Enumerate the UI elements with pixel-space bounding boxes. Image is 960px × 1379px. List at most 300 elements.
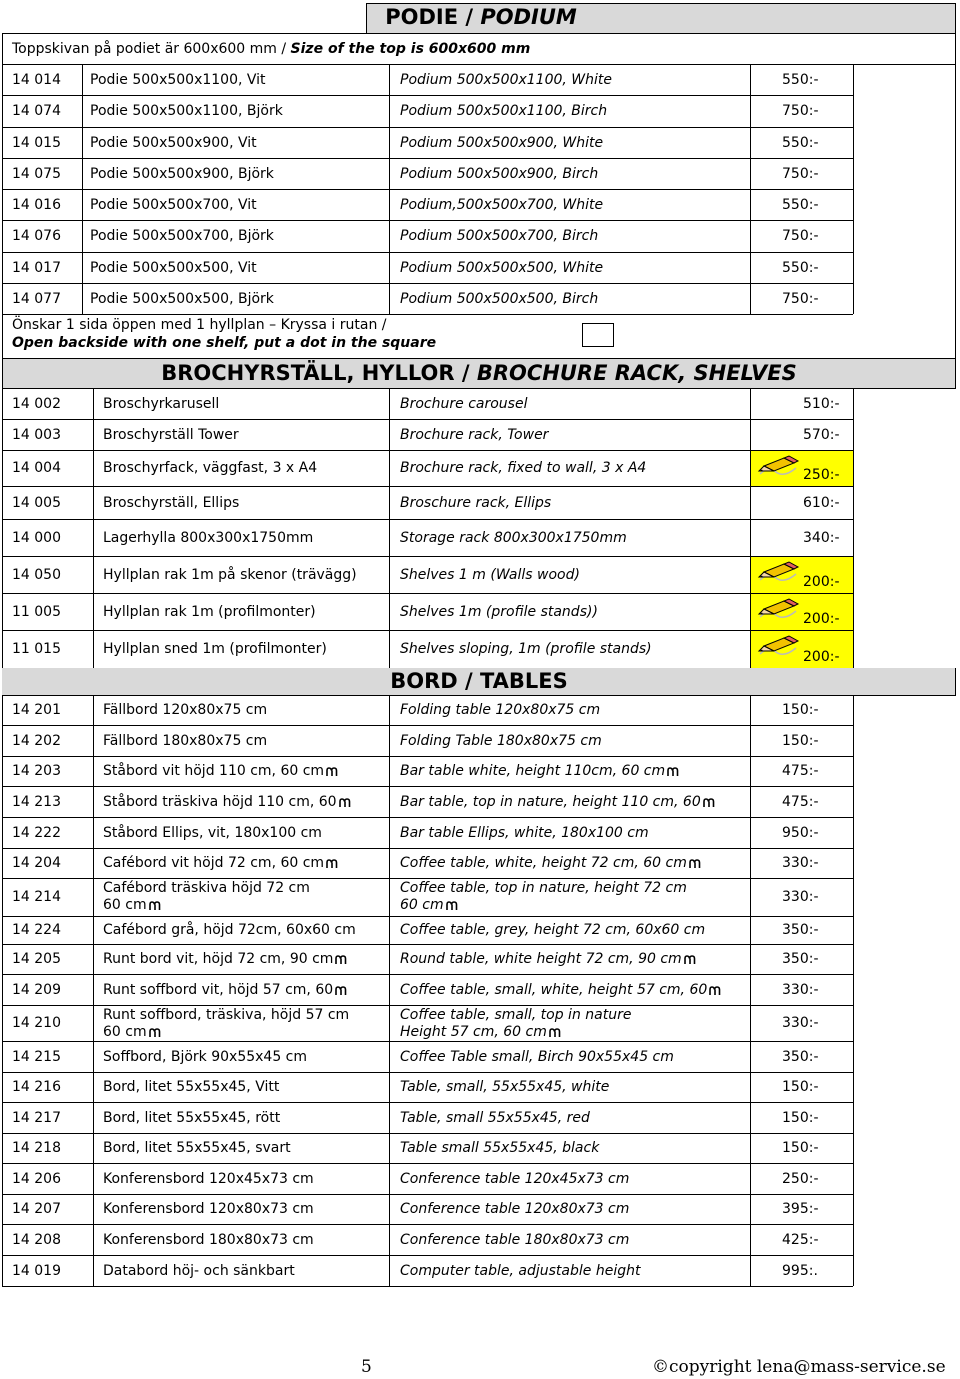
table-row-code-text: 14 208 bbox=[12, 1232, 61, 1248]
copyright-notice bbox=[652, 1357, 946, 1377]
podium-row-rule bbox=[2, 95, 853, 96]
brochure-row-code bbox=[12, 396, 61, 412]
podium-row-rule bbox=[2, 189, 853, 190]
table-row-rule bbox=[2, 916, 853, 917]
table-row-en-text: Coffee table, top in nature, height 72 cm bbox=[400, 880, 687, 896]
table-row-price-text: 330:- bbox=[782, 1015, 819, 1031]
podium-row-code bbox=[12, 103, 61, 119]
table-row-code-text: 14 203 bbox=[12, 763, 61, 779]
table-row-price bbox=[782, 733, 819, 749]
table-row-code bbox=[12, 855, 61, 871]
table-row-en2-text: Height 57 cm, 60 cm bbox=[400, 1024, 547, 1040]
tables-col-rule bbox=[853, 695, 854, 1286]
table-row-en bbox=[400, 1049, 674, 1065]
brochure-row-sv bbox=[103, 495, 239, 511]
table-row-code bbox=[12, 1263, 61, 1279]
pencil-icon bbox=[756, 632, 802, 662]
brochure-row-en-text: Shelves 1 m (Walls wood) bbox=[400, 567, 580, 583]
table-row-en-text: Table, small, 55x55x45, white bbox=[400, 1079, 610, 1095]
table-row-price bbox=[782, 1015, 819, 1031]
table-row-en bbox=[400, 1007, 631, 1023]
table-row-rule bbox=[2, 1072, 853, 1073]
table-row-en-text: Coffee table, white, height 72 cm, 60 cm bbox=[400, 855, 687, 871]
diameter-bullet-icon bbox=[549, 1028, 561, 1037]
table-row-sv-text: Ståbord Ellips, vit, 180x100 cm bbox=[103, 825, 322, 841]
podium-heading-sv: PODIE / bbox=[385, 5, 481, 29]
brochure-row-sv-text: Broschyrkarusell bbox=[103, 396, 220, 412]
table-row-rule bbox=[2, 848, 853, 849]
table-row-sv bbox=[103, 922, 356, 938]
table-row-en-text: Coffee table, grey, height 72 cm, 60x60 cm bbox=[400, 922, 706, 938]
brochure-row-rule bbox=[2, 419, 853, 420]
brochure-row-code-text: 14 050 bbox=[12, 567, 61, 583]
podium-row-price-text: 750:- bbox=[782, 165, 819, 182]
table-row-code bbox=[12, 922, 61, 938]
brochure-row-rule bbox=[2, 630, 853, 631]
table-row-sv-text: Ståbord vit höjd 110 cm, 60 cm bbox=[103, 763, 325, 779]
brochure-row-en bbox=[400, 427, 548, 443]
table-row-sv2 bbox=[103, 1024, 161, 1040]
podium-row-code-text: 14 074 bbox=[12, 103, 61, 120]
diameter-bullet-icon bbox=[335, 955, 347, 964]
table-row-rule bbox=[2, 1005, 853, 1006]
podium-row-code bbox=[12, 228, 61, 244]
table-row-sv2 bbox=[103, 897, 161, 913]
diameter-bullet-icon bbox=[446, 901, 458, 910]
table-row-code-text: 14 218 bbox=[12, 1140, 61, 1156]
brochure-heading-sv: BROCHYRSTÄLL, HYLLOR / bbox=[161, 361, 477, 385]
brochure-row-code-text: 14 004 bbox=[12, 460, 61, 476]
brochure-row-sv-text: Lagerhylla 800x300x1750mm bbox=[103, 530, 314, 546]
table-row-en bbox=[400, 1110, 590, 1126]
table-row-sv-text: Bord, litet 55x55x45, rött bbox=[103, 1110, 281, 1126]
table-row-sv bbox=[103, 1140, 291, 1156]
podium-row-code bbox=[12, 135, 61, 151]
table-row-en-text: Table small 55x55x45, black bbox=[400, 1140, 600, 1156]
page-number bbox=[361, 1357, 372, 1377]
brochure-row-code bbox=[12, 427, 61, 443]
table-row-code bbox=[12, 1015, 61, 1031]
brochure-row-en bbox=[400, 530, 627, 546]
table-row-sv-text: Runt soffbord, träskiva, höjd 57 cm bbox=[103, 1007, 350, 1023]
diameter-bullet-icon bbox=[326, 859, 338, 868]
podium-row-sv bbox=[90, 72, 266, 88]
diameter-bullet-icon bbox=[703, 798, 715, 807]
table-row-en2 bbox=[400, 897, 458, 913]
podium-col-rule bbox=[389, 64, 390, 314]
podium-row-sv-text: Podie 500x500x500, Vit bbox=[90, 259, 257, 276]
table-row-sv bbox=[103, 1007, 349, 1023]
brochure-row-sv-text: Hyllplan rak 1m på skenor (trävägg) bbox=[103, 567, 357, 583]
table-row-price-text: 250:- bbox=[782, 1171, 819, 1187]
podium-row-code bbox=[12, 197, 61, 213]
table-row-sv bbox=[103, 855, 338, 871]
table-row-price-text: 995:. bbox=[782, 1263, 818, 1279]
tables-header-bottom bbox=[2, 695, 956, 696]
diameter-bullet-icon bbox=[689, 859, 701, 868]
table-row-code-text: 14 202 bbox=[12, 733, 61, 749]
podium-row-sv bbox=[90, 135, 257, 151]
table-row-code bbox=[12, 982, 61, 998]
table-row-code-text: 14 201 bbox=[12, 702, 61, 718]
table-row-en bbox=[400, 1201, 629, 1217]
intro-sv: Toppskivan på podiet är 600x600 mm / bbox=[12, 41, 291, 57]
table-row-price bbox=[782, 1201, 819, 1217]
brochure-row-en-text: Broschure rack, Ellips bbox=[400, 495, 552, 511]
table-row-sv-text: Ståbord träskiva höjd 110 cm, 60 bbox=[103, 794, 337, 810]
table-row-price-text: 150:- bbox=[782, 702, 819, 718]
brochure-row-sv bbox=[103, 567, 357, 583]
table-row-sv bbox=[103, 982, 347, 998]
brochure-row-en bbox=[400, 495, 551, 511]
podium-row-sv-text: Podie 500x500x500, Björk bbox=[90, 290, 274, 307]
podium-row-sv-text: Podie 500x500x900, Björk bbox=[90, 165, 274, 182]
table-row-sv bbox=[103, 1263, 295, 1279]
table-row-rule bbox=[2, 1224, 853, 1225]
table-row-price bbox=[782, 982, 819, 998]
tables-col-rule bbox=[750, 695, 751, 1286]
table-row-price bbox=[782, 794, 819, 810]
brochure-row-price-text: 250:- bbox=[803, 467, 840, 483]
podium-row-en bbox=[400, 72, 612, 88]
open-backside-option-en bbox=[12, 335, 436, 351]
brochure-row-en bbox=[400, 567, 580, 583]
table-row-en bbox=[400, 1232, 629, 1248]
table-row-rule bbox=[2, 756, 853, 757]
brochure-row-rule bbox=[2, 593, 853, 594]
podium-row-code-text: 14 014 bbox=[12, 72, 61, 88]
table-row-en bbox=[400, 855, 701, 871]
table-row-en-text: Computer table, adjustable height bbox=[400, 1263, 641, 1279]
table-row-sv bbox=[103, 880, 310, 896]
table-row-price-text: 475:- bbox=[782, 763, 819, 779]
brochure-row-sv bbox=[103, 604, 316, 620]
podium-row-rule bbox=[2, 252, 853, 253]
table-row-en bbox=[400, 763, 679, 779]
table-row-code bbox=[12, 1079, 61, 1095]
brochure-row-rule bbox=[2, 486, 853, 487]
table-row-rule bbox=[2, 878, 853, 879]
table-row-code-text: 14 206 bbox=[12, 1171, 61, 1187]
table-row-sv bbox=[103, 1079, 279, 1095]
brochure-header-bottom bbox=[2, 388, 956, 389]
table-row-en2-text: 60 cm bbox=[400, 897, 444, 913]
brochure-row-code-text: 14 003 bbox=[12, 427, 61, 443]
table-row-code-text: 14 216 bbox=[12, 1079, 61, 1095]
table-row-sv-text: Konferensbord 180x80x73 cm bbox=[103, 1232, 314, 1248]
brochure-row-en-text: Storage rack 800x300x1750mm bbox=[400, 530, 627, 546]
brochure-row-en-text: Brochure rack, fixed to wall, 3 x A4 bbox=[400, 460, 647, 476]
podium-row-en-text: Podium 500x500x1100, White bbox=[400, 72, 612, 88]
brochure-row-price-text: 200:- bbox=[803, 611, 840, 627]
table-row-sv bbox=[103, 702, 267, 718]
brochure-row-en-text: Shelves sloping, 1m (profile stands) bbox=[400, 641, 652, 657]
open-backside-checkbox[interactable] bbox=[582, 323, 614, 347]
podium-row-price bbox=[782, 197, 819, 213]
table-row-sv-text: Konferensbord 120x80x73 cm bbox=[103, 1201, 314, 1217]
brochure-row-sv bbox=[103, 641, 327, 657]
brochure-row-code-text: 11 015 bbox=[12, 641, 61, 657]
table-row-en bbox=[400, 794, 715, 810]
table-row-en bbox=[400, 825, 649, 841]
table-row-code bbox=[12, 702, 61, 718]
podium-row-rule bbox=[2, 64, 956, 65]
diameter-bullet-icon bbox=[339, 798, 351, 807]
podium-row-code-text: 14 077 bbox=[12, 290, 61, 307]
table-row-en-text: Table, small 55x55x45, red bbox=[400, 1110, 590, 1126]
podium-row-sv-text: Podie 500x500x1100, Vit bbox=[90, 72, 266, 88]
brochure-row-price bbox=[803, 574, 840, 590]
brochure-row-en-text: Brochure rack, Tower bbox=[400, 427, 549, 443]
podium-row-code-text: 14 076 bbox=[12, 228, 61, 245]
table-row-sv-text: Bord, litet 55x55x45, svart bbox=[103, 1140, 291, 1156]
diameter-bullet-icon bbox=[335, 986, 347, 995]
podium-row-rule bbox=[2, 158, 853, 159]
table-row-rule bbox=[2, 1163, 853, 1164]
podium-row-sv-text: Podie 500x500x700, Vit bbox=[90, 197, 257, 213]
table-row-sv-text: Cafébord träskiva höjd 72 cm bbox=[103, 880, 310, 896]
brochure-row-sv bbox=[103, 460, 317, 476]
table-row-sv bbox=[103, 1049, 307, 1065]
table-row-code-text: 14 210 bbox=[12, 1015, 61, 1031]
diameter-bullet-icon bbox=[667, 767, 679, 776]
brochure-row-price bbox=[803, 467, 840, 483]
table-row-sv-text: Fällbord 120x80x75 cm bbox=[103, 702, 268, 718]
table-row-price bbox=[782, 1232, 819, 1248]
podium-row-sv bbox=[90, 260, 257, 276]
pencil-icon bbox=[756, 452, 802, 482]
table-row-rule bbox=[2, 1286, 853, 1287]
table-row-en bbox=[400, 982, 721, 998]
table-row-price-text: 350:- bbox=[782, 1049, 819, 1065]
table-row-code bbox=[12, 794, 61, 810]
table-row-sv bbox=[103, 1110, 280, 1126]
left-border-podium bbox=[2, 33, 3, 358]
brochure-row-sv-text: Hyllplan sned 1m (profilmonter) bbox=[103, 641, 327, 657]
brochure-col-rule bbox=[389, 388, 390, 668]
table-row-price-text: 330:- bbox=[782, 855, 819, 871]
table-row-en-text: Coffee table, small, top in nature bbox=[400, 1007, 632, 1023]
brochure-row-code bbox=[12, 495, 61, 511]
right-border-podium bbox=[955, 33, 956, 358]
podium-row-sv bbox=[90, 197, 257, 213]
table-row-price bbox=[782, 702, 819, 718]
tables-col-rule bbox=[389, 695, 390, 1286]
table-row-price bbox=[782, 1171, 819, 1187]
table-row-code-text: 14 224 bbox=[12, 922, 61, 938]
table-row-en-text: Bar table, top in nature, height 110 cm, 60 bbox=[400, 794, 701, 810]
table-row-price bbox=[782, 825, 819, 841]
brochure-col-rule bbox=[750, 388, 751, 668]
table-row-rule bbox=[2, 1102, 853, 1103]
diameter-bullet-icon bbox=[326, 767, 338, 776]
podium-row-sv bbox=[90, 166, 274, 182]
brochure-row-en-text: Shelves 1m (profile stands)) bbox=[400, 604, 598, 620]
brochure-col-rule bbox=[93, 388, 94, 668]
podium-row-en-text: Podium 500x500x500, Birch bbox=[400, 290, 599, 307]
table-row-en-text: Bar table white, height 110cm, 60 cm bbox=[400, 763, 666, 779]
table-row-price bbox=[782, 1049, 819, 1065]
brochure-row-price bbox=[803, 495, 840, 511]
brochure-row-code bbox=[12, 641, 61, 657]
table-row-code bbox=[12, 733, 61, 749]
table-row-code bbox=[12, 1049, 61, 1065]
brochure-row-price bbox=[803, 649, 840, 665]
podium-row-sv bbox=[90, 103, 283, 119]
brochure-row-sv-text: Hyllplan rak 1m (profilmonter) bbox=[103, 604, 316, 620]
podium-row-code bbox=[12, 291, 61, 307]
table-row-price-text: 950:- bbox=[782, 825, 819, 841]
pencil-icon bbox=[756, 595, 802, 625]
podium-row-en-text: Podium 500x500x500, White bbox=[400, 259, 604, 276]
brochure-row-code-text: 14 002 bbox=[12, 396, 61, 412]
table-row-price-text: 350:- bbox=[782, 922, 819, 938]
podium-col-rule bbox=[82, 64, 83, 314]
podium-row-en bbox=[400, 135, 603, 151]
podium-row-en-text: Podium,500x500x700, White bbox=[400, 197, 604, 213]
table-row-price-text: 150:- bbox=[782, 733, 819, 749]
brochure-row-sv-text: Broschyrställ, Ellips bbox=[103, 495, 240, 511]
table-row-code-text: 14 213 bbox=[12, 794, 61, 810]
open-backside-option-sv-text: Önskar 1 sida öppen med 1 hyllplan – Kryssa i rutan / bbox=[12, 317, 387, 333]
table-row-price bbox=[782, 922, 819, 938]
brochure-row-price bbox=[803, 427, 840, 443]
podium-row-en bbox=[400, 103, 607, 119]
table-row-sv-text: Databord höj- och sänkbart bbox=[103, 1263, 295, 1279]
diameter-bullet-icon bbox=[684, 955, 696, 964]
podium-row-sv-text: Podie 500x500x900, Vit bbox=[90, 134, 257, 151]
table-row-code bbox=[12, 1171, 61, 1187]
table-row-rule bbox=[2, 944, 853, 945]
page-number-text: 5 bbox=[361, 1357, 372, 1377]
podium-row-en-text: Podium 500x500x1100, Birch bbox=[400, 103, 608, 120]
table-row-price-text: 425:- bbox=[782, 1232, 819, 1248]
table-row-en bbox=[400, 1171, 629, 1187]
table-row-code bbox=[12, 825, 61, 841]
table-row-price-text: 330:- bbox=[782, 889, 819, 905]
brochure-row-code bbox=[12, 530, 61, 546]
podium-row-en bbox=[400, 228, 598, 244]
table-row-price-text: 395:- bbox=[782, 1201, 819, 1217]
table-row-en-text: Folding Table 180x80x75 cm bbox=[400, 733, 602, 749]
brochure-row-en bbox=[400, 460, 646, 476]
podium-row-price bbox=[782, 135, 819, 151]
brochure-row-price-text: 200:- bbox=[803, 649, 840, 665]
table-row-code-text: 14 215 bbox=[12, 1049, 61, 1065]
brochure-row-code bbox=[12, 604, 61, 620]
brochure-row-en-text: Brochure carousel bbox=[400, 396, 528, 412]
brochure-row-code-text: 14 005 bbox=[12, 495, 61, 511]
table-row-code bbox=[12, 763, 61, 779]
table-row-price bbox=[782, 1079, 819, 1095]
table-row-rule bbox=[2, 974, 853, 975]
table-row-code-text: 14 209 bbox=[12, 982, 61, 998]
pencil-icon bbox=[756, 558, 802, 588]
table-row-code bbox=[12, 1140, 61, 1156]
table-row-en bbox=[400, 951, 696, 967]
podium-row-price-text: 550:- bbox=[782, 259, 819, 276]
brochure-row-code bbox=[12, 460, 61, 476]
podium-row-price bbox=[782, 291, 819, 307]
podium-col-rule bbox=[853, 64, 854, 314]
table-row-code bbox=[12, 951, 61, 967]
podium-row-rule bbox=[2, 283, 853, 284]
brochure-heading-en: BROCHURE RACK, SHELVES bbox=[476, 361, 797, 385]
table-row-sv-text: Fällbord 180x80x75 cm bbox=[103, 733, 268, 749]
podium-row-price-text: 750:- bbox=[782, 103, 819, 120]
podium-row-sv-text: Podie 500x500x700, Björk bbox=[90, 228, 274, 245]
podium-heading bbox=[366, 5, 596, 29]
brochure-header-top bbox=[2, 358, 956, 359]
table-row-en bbox=[400, 702, 600, 718]
table-row-rule bbox=[2, 786, 853, 787]
brochure-row-rule bbox=[2, 556, 853, 557]
diameter-bullet-icon bbox=[149, 901, 161, 910]
table-row-en bbox=[400, 1140, 599, 1156]
brochure-row-rule bbox=[2, 519, 853, 520]
podium-header-bottom bbox=[2, 33, 956, 34]
podium-row-price-text: 750:- bbox=[782, 228, 819, 245]
left-border-brochure bbox=[2, 358, 3, 695]
podium-row-price bbox=[782, 260, 819, 276]
podium-row-price bbox=[782, 72, 819, 88]
table-row-code bbox=[12, 1232, 61, 1248]
table-row-code-text: 14 019 bbox=[12, 1263, 61, 1279]
table-row-en-text: Round table, white height 72 cm, 90 cm bbox=[400, 951, 682, 967]
podium-header-right bbox=[955, 3, 956, 33]
podium-row-en-text: Podium 500x500x900, Birch bbox=[400, 165, 599, 182]
table-row-sv-text: Cafébord grå, höjd 72cm, 60x60 cm bbox=[103, 922, 356, 938]
table-row-code-text: 14 217 bbox=[12, 1110, 61, 1126]
table-row-sv bbox=[103, 733, 267, 749]
brochure-row-price-text: 610:- bbox=[803, 495, 840, 511]
podium-intro bbox=[12, 41, 530, 57]
table-row-price-text: 350:- bbox=[782, 951, 819, 967]
brochure-row-code bbox=[12, 567, 61, 583]
table-row-rule bbox=[2, 1194, 853, 1195]
table-row-en bbox=[400, 733, 602, 749]
podium-row-en bbox=[400, 166, 598, 182]
table-row-code bbox=[12, 889, 61, 905]
podium-row-price-text: 750:- bbox=[782, 290, 819, 307]
table-row-en-text: Conference table 120x80x73 cm bbox=[400, 1201, 630, 1217]
diameter-bullet-icon bbox=[709, 986, 721, 995]
table-row-price bbox=[782, 889, 819, 905]
table-row-code-text: 14 214 bbox=[12, 889, 61, 905]
table-row-sv-text: Runt bord vit, höjd 72 cm, 90 cm bbox=[103, 951, 334, 967]
podium-row-en-text: Podium 500x500x700, Birch bbox=[400, 228, 599, 245]
table-row-sv2-text: 60 cm bbox=[103, 1024, 147, 1040]
table-row-en bbox=[400, 922, 705, 938]
table-row-price bbox=[782, 855, 819, 871]
table-row-price bbox=[782, 763, 819, 779]
brochure-col-rule bbox=[853, 388, 854, 668]
table-row-sv bbox=[103, 1232, 314, 1248]
open-backside-option-sv bbox=[12, 317, 387, 333]
brochure-row-price-text: 200:- bbox=[803, 574, 840, 590]
brochure-heading bbox=[2, 361, 956, 385]
table-row-price-text: 475:- bbox=[782, 794, 819, 810]
brochure-row-sv-text: Broschyrfack, väggfast, 3 x A4 bbox=[103, 460, 318, 476]
table-row-price-text: 150:- bbox=[782, 1079, 819, 1095]
brochure-row-price-text: 340:- bbox=[803, 530, 840, 546]
podium-row-rule bbox=[2, 314, 853, 315]
brochure-row-sv bbox=[103, 427, 239, 443]
podium-row-code-text: 14 016 bbox=[12, 197, 61, 213]
table-row-en bbox=[400, 1079, 609, 1095]
table-row-price bbox=[782, 1263, 818, 1279]
podium-heading-en: PODIUM bbox=[480, 5, 577, 29]
